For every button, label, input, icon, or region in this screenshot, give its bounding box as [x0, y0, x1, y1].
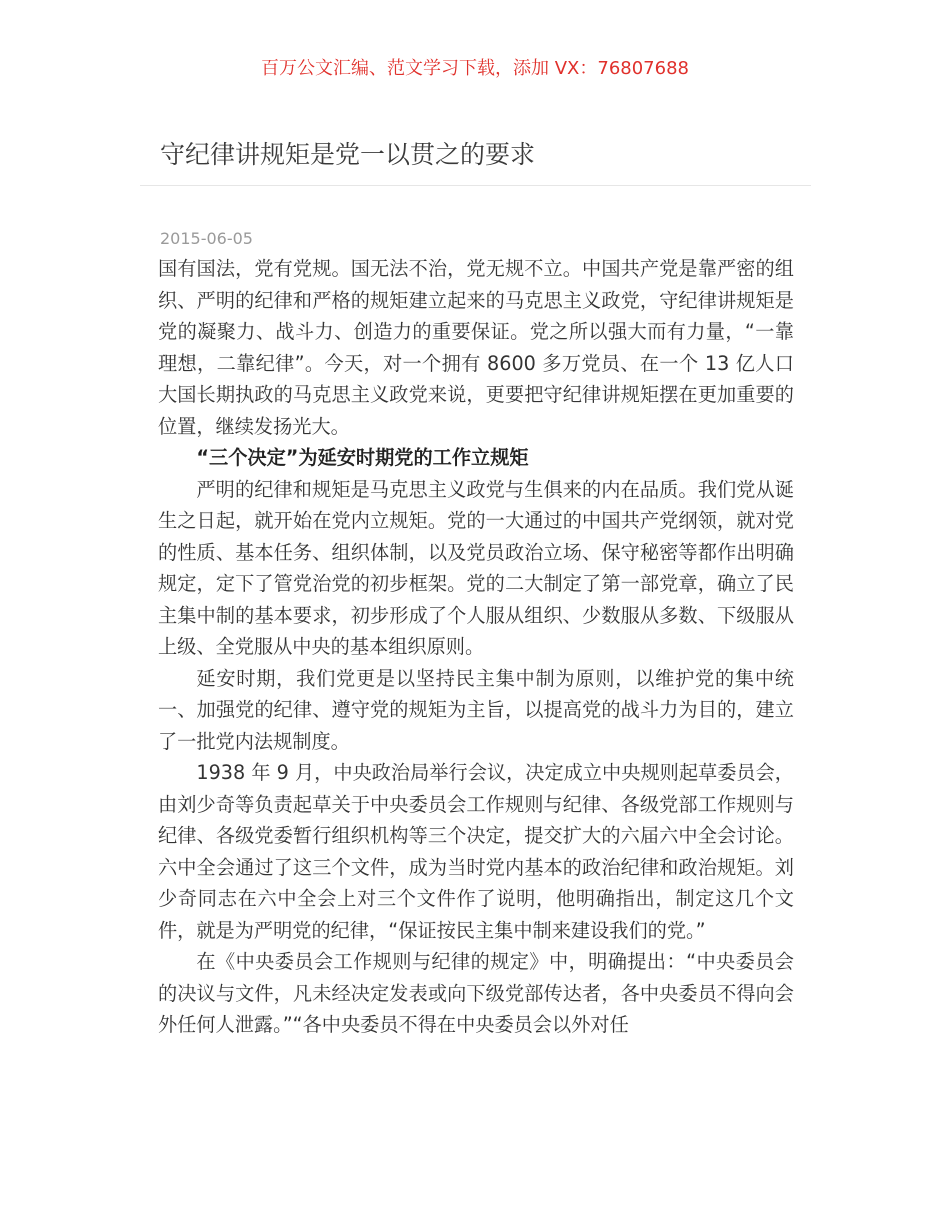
- publish-date: 2015-06-05: [160, 229, 253, 248]
- title-divider: [140, 185, 811, 186]
- promo-banner: 百万公文汇编、范文学习下载，添加 VX：76807688: [261, 58, 689, 79]
- article-paragraph: 严明的纪律和规矩是马克思主义政党与生俱来的内在品质。我们党从诞生之日起，就开始在党内立规矩。党的一大通过的中国共产党纲领，就对党的性质、基本任务、组织体制，以及党员政治立场、保守秘密等都作出明确规定，定下了管党治党的初步框架。党的二大制定了第一部党章，确立了民主集中制的基本要求，初步形成了个人服从组织、少数服从多数、下级服从上级、全党服从中央的基本组织原则。: [158, 477, 794, 658]
- article-paragraph: 国有国法，党有党规。国无法不治，党无规不立。中国共产党是靠严密的组织、严明的纪律和严格的规矩建立起来的马克思主义政党，守纪律讲规矩是党的凝聚力、战斗力、创造力的重要保证。党之所以强大而有力量，“一靠理想，二靠纪律”。今天，对一个拥有 8600 多万党员、在一个 13 亿人口大国长期执政的马克思主义政党来说，更要把守纪律讲规矩摆在更加重要的位置，继续发扬光大。: [158, 257, 794, 438]
- section-heading: “三个决定”为延安时期党的工作立规矩: [196, 446, 529, 469]
- article-paragraph: 延安时期，我们党更是以坚持民主集中制为原则，以维护党的集中统一、加强党的纪律、遵守党的规矩为主旨，以提高党的战斗力为目的，建立了一批党内法规制度。: [158, 666, 794, 753]
- article-body: [158, 253, 794, 1041]
- page-title: 守纪律讲规矩是党一以贯之的要求: [160, 140, 536, 169]
- article-paragraph: 在《中央委员会工作规则与纪律的规定》中，明确提出：“中央委员会的决议与文件，凡未经决定发表或向下级党部传达者，各中央委员不得向会外任何人泄露。”“各中央委员不得在中央委员会以外对任: [158, 950, 794, 1036]
- article-paragraph: 1938 年 9 月，中央政治局举行会议，决定成立中央规则起草委员会，由刘少奇等负责起草关于中央委员会工作规则与纪律、各级党部工作规则与纪律、各级党委暂行组织机构等三个决定，提交扩大的六届六中全会讨论。六中全会通过了这三个文件，成为当时党内基本的政治纪律和政治规矩。刘少奇同志在六中全会上对三个文件作了说明，他明确指出，制定这几个文件，就是为严明党的纪律，“保证按民主集中制来建设我们的党。”: [158, 761, 794, 942]
